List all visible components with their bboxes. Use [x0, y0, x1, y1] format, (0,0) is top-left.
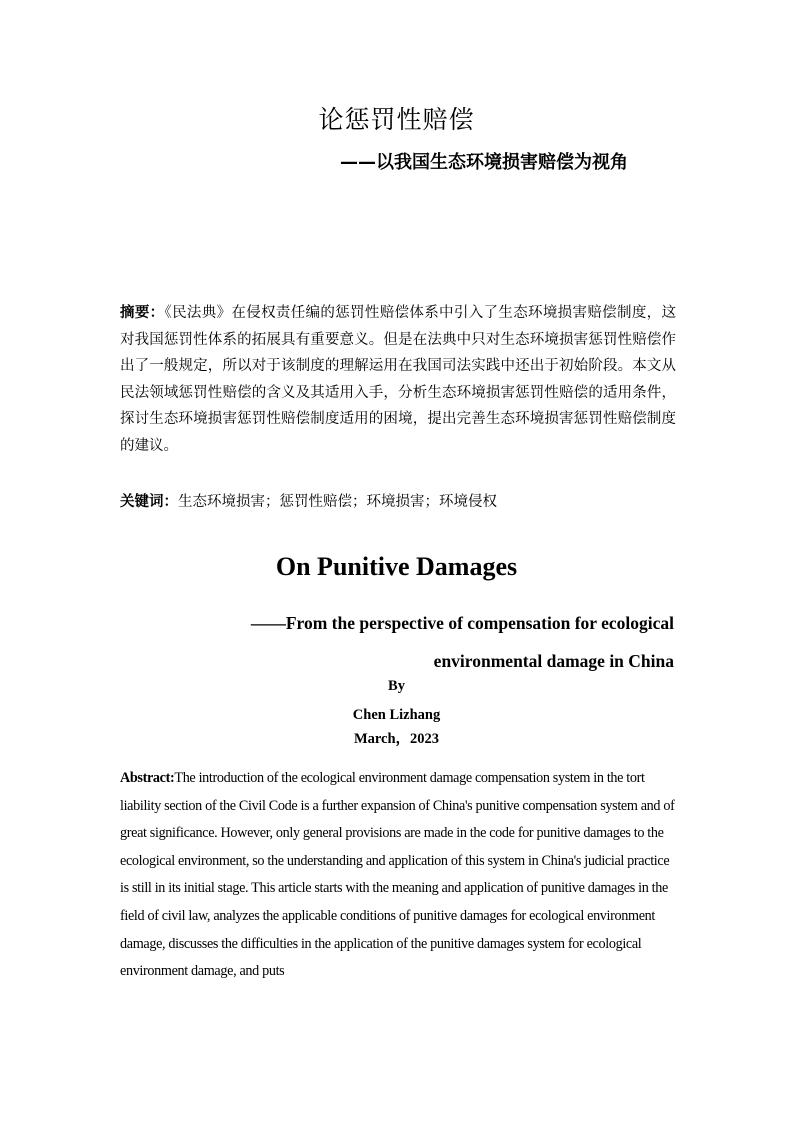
- chinese-abstract-text: 《民法典》在侵权责任编的惩罚性赔偿体系中引入了生态环境损害赔偿制度，这对我国惩罚性体系的拓展具有重要意义。但是在法典中只对生态环境损害惩罚性赔偿作出了一般规定，所以对于该制度的理解运用在我国司法实践中还出于初始阶段。本文从民法领域惩罚性赔偿的含义及其适用入手，分析生态环境损害惩罚性赔偿的适用条件，探讨生态环境损害惩罚性赔偿制度适用的困境，提出完善生态环境损害惩罚性赔偿制度的建议。: [120, 305, 677, 454]
- english-abstract-label: Abstract:: [120, 770, 175, 786]
- english-subtitle: [220, 604, 674, 680]
- english-subtitle-line-2: environmental damage in China: [433, 651, 674, 671]
- chinese-keywords: [120, 489, 676, 515]
- english-abstract: [120, 765, 676, 986]
- publication-date: March，2023: [353, 731, 440, 747]
- chinese-title: 论惩罚性赔偿: [318, 105, 475, 134]
- english-title: On Punitive Damages: [275, 552, 518, 581]
- byline-label: By: [388, 678, 405, 694]
- chinese-keywords-text: 生态环境损害；惩罚性赔偿；环境损害；环境侵权: [178, 494, 497, 510]
- chinese-abstract: [120, 300, 676, 459]
- english-subtitle-line-1: ——From the perspective of compensation for ecological: [250, 613, 674, 633]
- english-abstract-text: The introduction of the ecological environment damage compensation system in the tort liability section of the Civil Code is a further expansion of China's punitive compensation system and of great significance. However, only general provisions are made in the code for punitive damages to the ecological environment, so the understanding and application of this system in China's judicial practice is still in its initial stage. This article starts with the meaning and application of punitive damages in the field of civil law, analyzes the applicable conditions of punitive damages for ecological environment damage, discusses the difficulties in the application of the punitive damages system for ecological environment damage, and puts: [120, 770, 675, 980]
- author-name: Chen Lizhang: [352, 707, 441, 723]
- chinese-abstract-label: 摘要：: [120, 305, 165, 321]
- chinese-keywords-label: 关键词：: [120, 494, 178, 510]
- chinese-subtitle: ——以我国生态环境损害赔偿为视角: [340, 152, 628, 173]
